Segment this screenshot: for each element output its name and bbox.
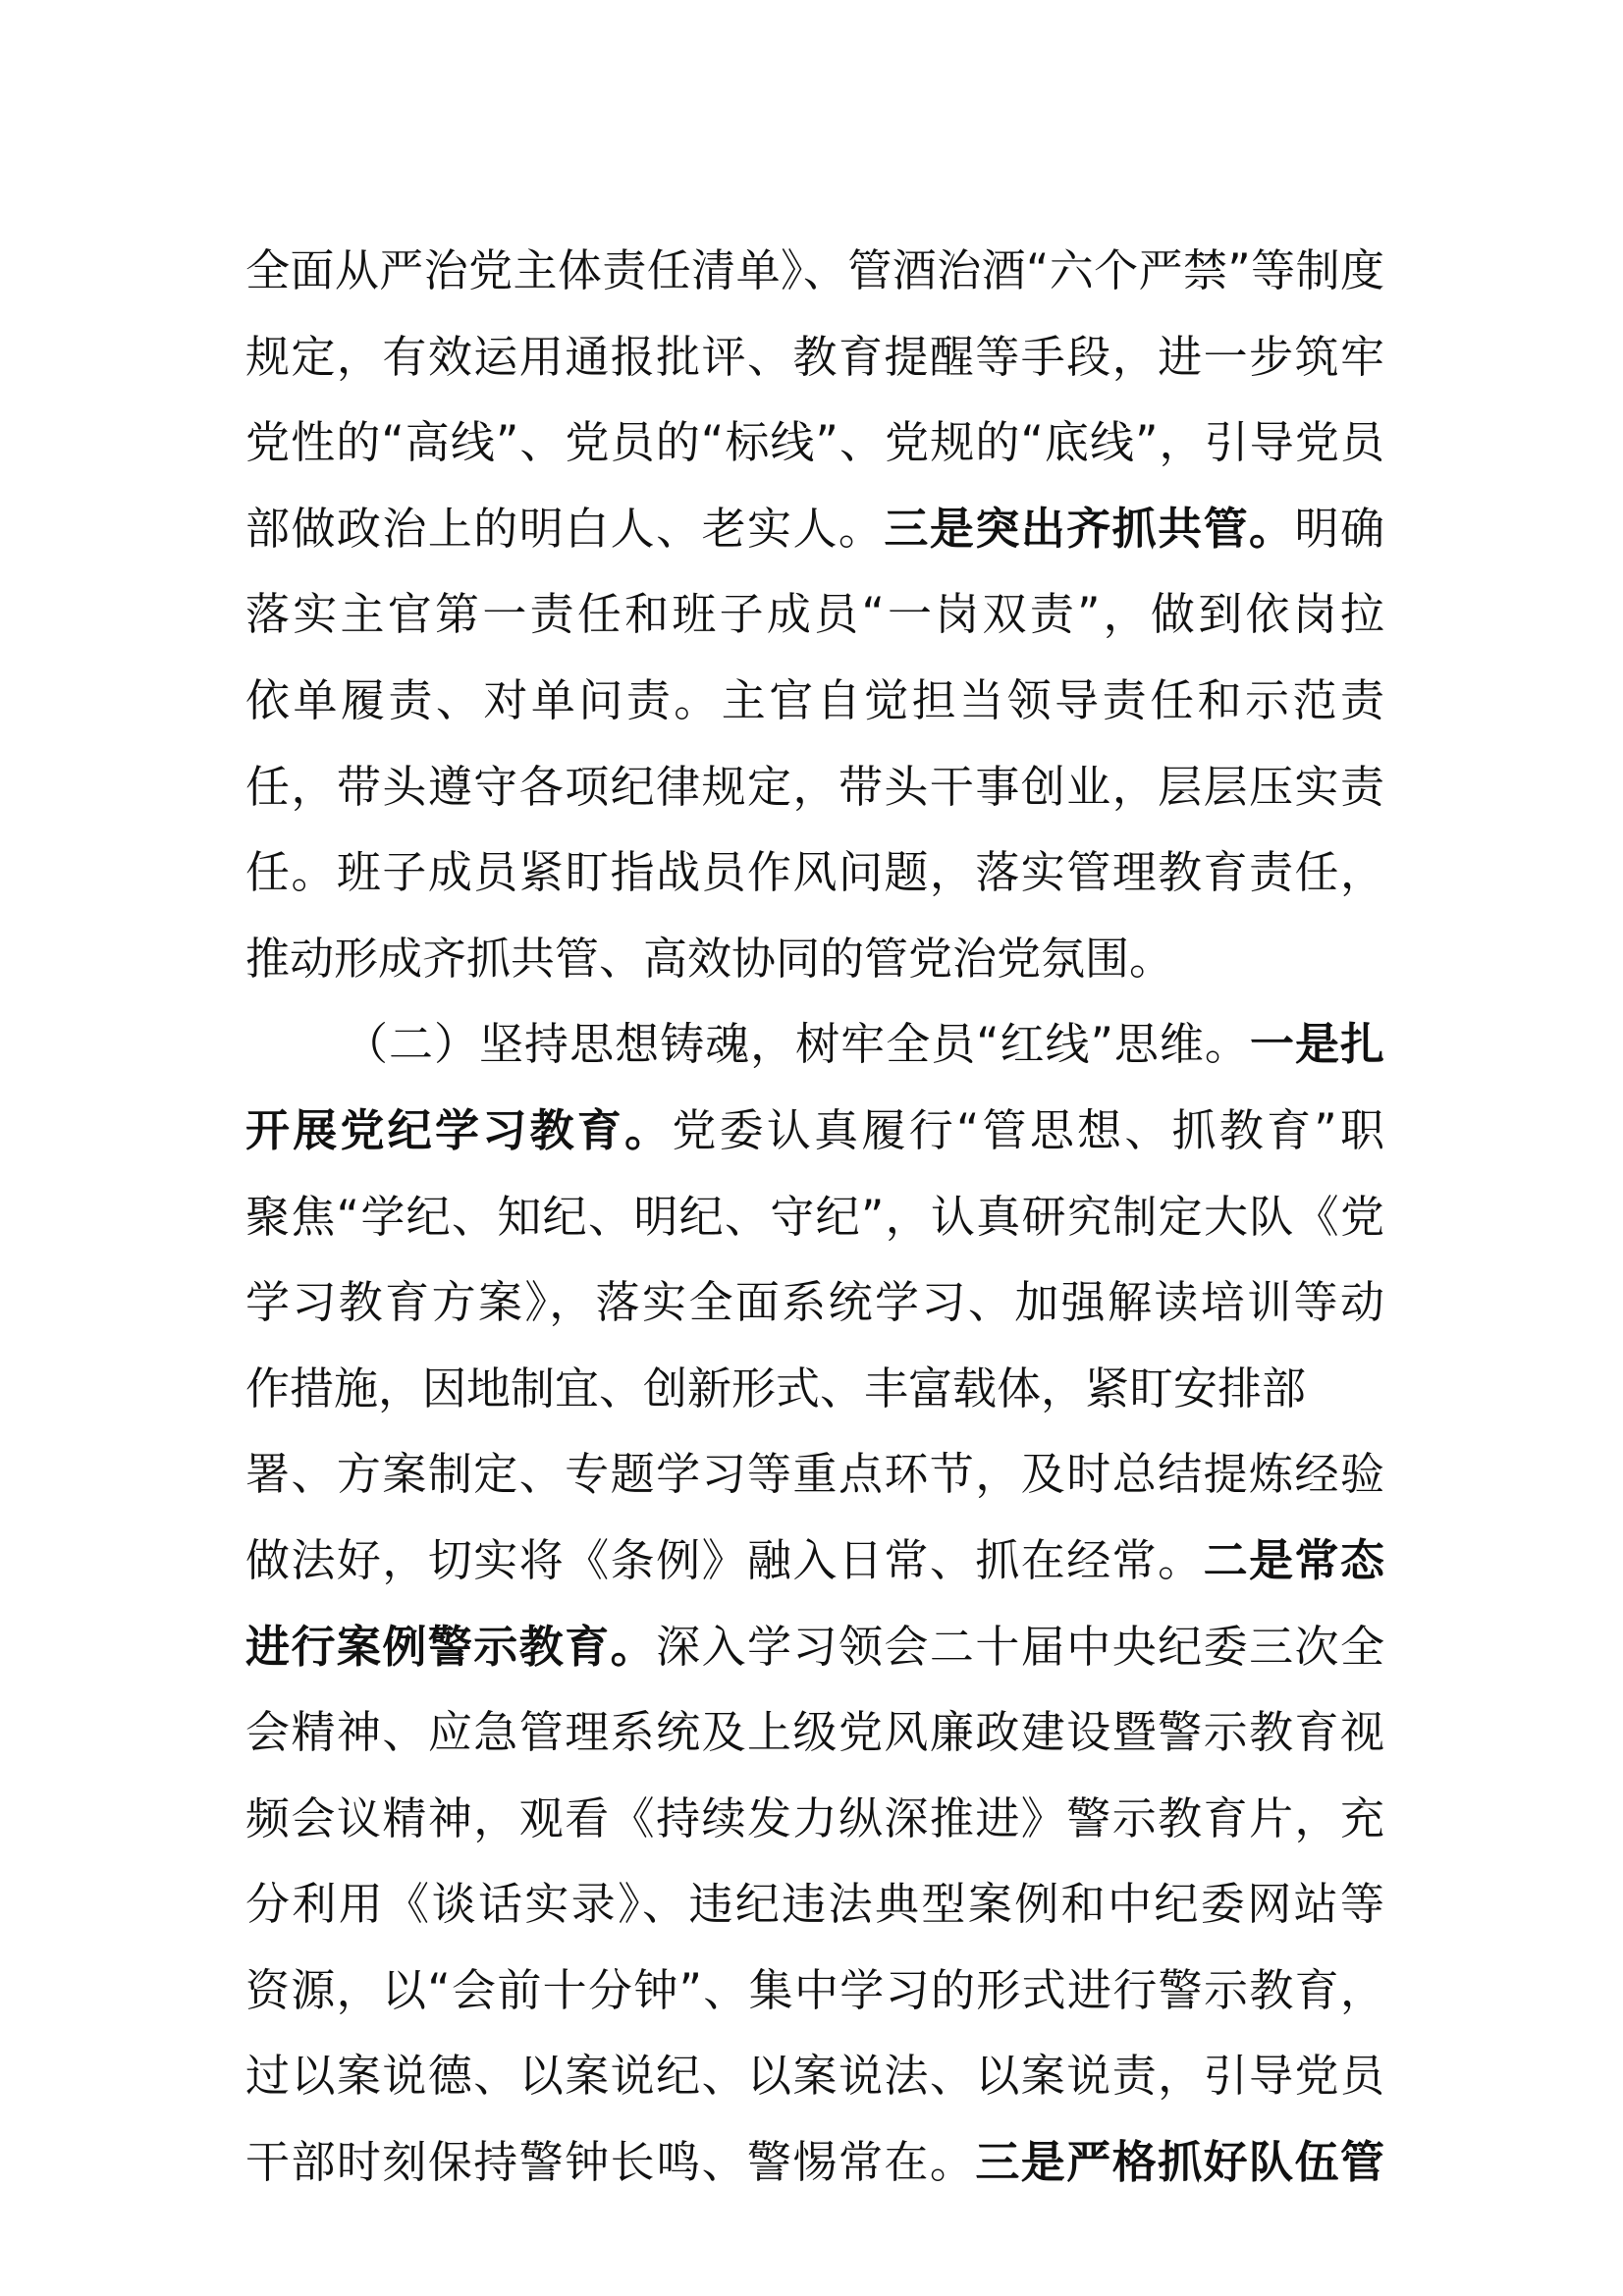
text-segment: 党性的“高线”、党员的“标线”、党规的“底线”，引导党员 xyxy=(245,416,1384,469)
bold-text-segment: 三是突出齐抓共管。 xyxy=(884,502,1295,555)
text-line xyxy=(245,658,1384,744)
text-line xyxy=(245,1861,1384,1948)
text-line xyxy=(245,1431,1384,1518)
text-segment: 作措施，因地制宜、创新形式、丰富载体，紧盯安排部 xyxy=(245,1362,1307,1415)
text-segment: 明确 xyxy=(1294,502,1384,555)
text-segment: 深入学习领会二十届中央纪委三次全 xyxy=(656,1620,1384,1673)
bold-text-segment: 进行案例警示教育。 xyxy=(245,1620,657,1673)
text-segment: 依单履责、对单问责。主官自觉担当领导责任和示范责 xyxy=(245,673,1384,726)
text-segment: 部做政治上的明白人、老实人。 xyxy=(245,502,885,555)
text-segment: 会精神、应急管理系统及上级党风廉政建设暨警示教育视 xyxy=(245,1706,1384,1759)
text-line xyxy=(245,1604,1384,1690)
text-segment: 干部时刻保持警钟长鸣、警惕常在。 xyxy=(245,2136,976,2189)
bold-text-segment: 三是严格抓好队伍管 xyxy=(975,2136,1384,2189)
text-segment: 聚焦“学纪、知纪、明纪、守纪”，认真研究制定大队《党 xyxy=(245,1190,1384,1243)
bold-text-segment: 二是常态 xyxy=(1203,1533,1384,1586)
text-segment: 频会议精神，观看《持续发力纵深推进》警示教育片，充 xyxy=(245,1791,1384,1844)
text-line xyxy=(245,228,1384,314)
text-segment: 做法好，切实将《条例》融入日常、抓在经常。 xyxy=(245,1533,1204,1586)
text-line xyxy=(245,571,1384,658)
text-line xyxy=(245,314,1384,400)
text-segment: 任。班子成员紧盯指战员作风问题，落实管理教育责任， xyxy=(245,846,1384,899)
text-segment: 分利用《谈话实录》、违纪违法典型案例和中纪委网站等 xyxy=(245,1878,1384,1931)
text-segment: 署、方案制定、专题学习等重点环节，及时总结提炼经验 xyxy=(245,1448,1384,1501)
text-segment: 学习教育方案》，落实全面系统学习、加强解读培训等动 xyxy=(245,1276,1384,1329)
text-line xyxy=(245,1346,1384,1432)
bold-text-segment: 一是扎 xyxy=(1249,1018,1384,1071)
text-segment: 党委认真履行“管思想、抓教育”职 xyxy=(672,1103,1384,1156)
text-line xyxy=(245,486,1384,572)
text-line xyxy=(245,2033,1384,2119)
text-segment: （二）坚持思想铸魂，树牢全员“红线”思维。 xyxy=(344,1018,1250,1071)
text-line xyxy=(245,2119,1384,2206)
text-line xyxy=(245,916,1384,1002)
text-segment: 落实主官第一责任和班子成员“一岗双责”，做到依岗拉 xyxy=(245,588,1384,641)
text-segment: 过以案说德、以案说纪、以案说法、以案说责，引导党员 xyxy=(245,2050,1384,2103)
text-segment: 规定，有效运用通报批评、教育提醒等手段，进一步筑牢 xyxy=(245,330,1384,383)
text-segment: 资源，以“会前十分钟”、集中学习的形式进行警示教育， xyxy=(245,1963,1384,2016)
text-line xyxy=(245,829,1384,916)
text-line xyxy=(245,1174,1384,1260)
bold-text-segment: 开展党纪学习教育。 xyxy=(245,1103,673,1156)
text-segment: 全面从严治党主体责任清单》、管酒治酒“六个严禁”等制度 xyxy=(245,244,1384,296)
text-segment: 推动形成齐抓共管、高效协同的管党治党氛围。 xyxy=(245,932,1174,985)
text-line xyxy=(245,1259,1384,1346)
text-line xyxy=(245,744,1384,830)
text-line xyxy=(245,1776,1384,1862)
text-line xyxy=(245,1088,1384,1174)
text-line xyxy=(245,400,1384,486)
text-segment: 任，带头遵守各项纪律规定，带头干事创业，层层压实责 xyxy=(245,760,1384,813)
text-line xyxy=(245,1518,1384,1604)
text-line xyxy=(245,1689,1384,1776)
text-line xyxy=(245,1001,1384,1088)
text-line xyxy=(245,1948,1384,2034)
body-text xyxy=(245,228,1384,2206)
